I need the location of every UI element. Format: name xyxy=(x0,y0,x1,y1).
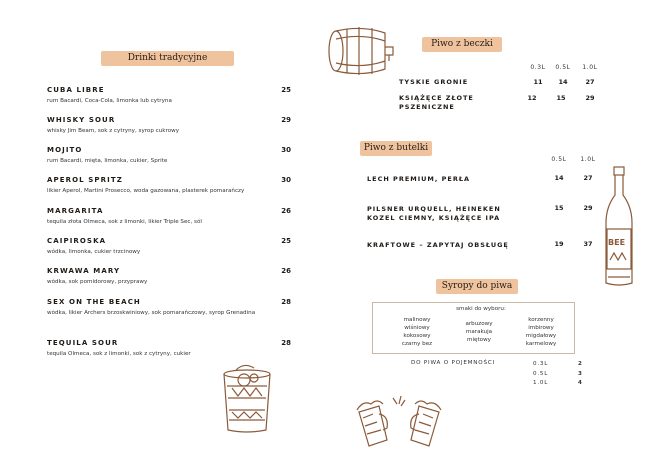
drink-item xyxy=(47,267,291,286)
drink-item xyxy=(47,207,291,226)
butelka-price: 37 xyxy=(583,240,593,248)
beer-mugs-icon xyxy=(353,392,445,448)
drink-price: 25 xyxy=(281,237,291,245)
butelka-item-name-line1: PILSNER URQUELL, HEINEKEN xyxy=(367,205,501,213)
heading-drinki: Drinki tradycyjne xyxy=(101,51,234,66)
syrup-flavour: czarny bez xyxy=(401,341,433,347)
syrup-size-label: DO PIWA O POJEMNOŚCI xyxy=(411,360,496,366)
drink-name: CUBA LIBRE xyxy=(47,86,105,94)
syrup-flavour: karmelowy xyxy=(525,341,557,347)
drink-item xyxy=(47,146,291,165)
drink-description: whisky Jim Beam, sok z cytryny, syrop cukrowy xyxy=(47,128,180,134)
drink-description: rum Bacardi, mięta, limonka, cukier, Sprite xyxy=(47,158,168,164)
beczka-size-0: 0.3L xyxy=(530,64,546,71)
beczka-item-name-line2: PSZENICZNE xyxy=(399,103,455,111)
drink-price: 28 xyxy=(281,298,291,306)
drink-price: 29 xyxy=(281,116,291,124)
heading-piwo-z-beczki: Piwo z beczki xyxy=(422,37,502,52)
whisky-glass-icon xyxy=(218,364,276,434)
beczka-item-name: TYSKIE GRONIE xyxy=(399,78,469,86)
drink-description: wódka, sok pomidorowy, przyprawy xyxy=(47,279,148,285)
drink-description: tequila złota Olmeca, sok z limonki, likier Triple Sec, sól xyxy=(47,219,202,225)
drink-description: likier Aperol, Martini Prosecco, woda gazowana, plasterek pomarańczy xyxy=(47,188,245,194)
beczka-price: 12 xyxy=(527,94,537,102)
syrup-flavour: migdałowy xyxy=(525,333,557,339)
drink-name: SEX ON THE BEACH xyxy=(47,298,141,306)
drink-item xyxy=(47,298,291,317)
syrup-flavour: wiśniowy xyxy=(404,325,430,331)
drink-price: 28 xyxy=(281,339,291,347)
syrup-column-1 xyxy=(387,316,447,348)
beczka-price: 14 xyxy=(558,78,568,86)
beczka-price: 11 xyxy=(533,78,543,86)
syrup-size: 0.3L xyxy=(533,361,549,367)
butelka-price: 29 xyxy=(583,204,593,212)
drink-item xyxy=(47,237,291,256)
butelka-item-name: KRAFTOWE – ZAPYTAJ OBSŁUGĘ xyxy=(367,241,509,249)
syrup-caption: smaki do wyboru: xyxy=(456,306,506,312)
drink-name: KRWAWA MARY xyxy=(47,267,121,275)
syrup-flavour: marakuja xyxy=(465,329,493,335)
beczka-price: 15 xyxy=(556,94,566,102)
beer-bottle-icon xyxy=(604,165,634,289)
beczka-item-name-line1: KSIĄŻĘCE ZŁOTE xyxy=(399,94,474,102)
drink-name: TEQUILA SOUR xyxy=(47,339,119,347)
heading-piwo-z-butelki: Piwo z butelki xyxy=(360,141,432,156)
syrup-price: 3 xyxy=(578,371,583,377)
butelka-price: 14 xyxy=(554,174,564,182)
syrup-price: 4 xyxy=(578,380,583,386)
beczka-price: 29 xyxy=(585,94,595,102)
drink-item xyxy=(47,86,291,105)
heading-syropy: Syropy do piwa xyxy=(436,279,518,294)
drink-name: APEROL SPRITZ xyxy=(47,176,123,184)
drink-name: MOJITO xyxy=(47,146,83,154)
butelka-item-name: LECH PREMIUM, PERŁA xyxy=(367,175,471,183)
syrup-flavour: miętowy xyxy=(467,337,491,343)
syrup-price: 2 xyxy=(578,361,583,367)
butelka-size-1: 1.0L xyxy=(580,156,596,163)
drink-description: wódka, likier Archers brzoskwiniowy, sok pomarańczowy, syrop Grenadina xyxy=(47,310,256,316)
drink-name: MARGARITA xyxy=(47,207,104,215)
drink-item xyxy=(47,176,291,195)
drink-name: WHISKY SOUR xyxy=(47,116,116,124)
drink-price: 26 xyxy=(281,267,291,275)
syrup-flavours-box xyxy=(372,302,575,354)
butelka-price: 15 xyxy=(554,204,564,212)
beczka-price: 27 xyxy=(585,78,595,86)
drink-description: rum Bacardi, Coca-Cola, limonka lub cytryna xyxy=(47,98,172,104)
bottle-label-text: BEE xyxy=(608,238,626,247)
syrup-size: 0.5L xyxy=(533,371,549,377)
syrup-size: 1.0L xyxy=(533,380,549,386)
syrup-flavour: malinowy xyxy=(403,317,431,323)
drink-name: CAIPIROSKA xyxy=(47,237,107,245)
syrup-column-3 xyxy=(511,316,571,348)
drink-item xyxy=(47,339,291,358)
beczka-size-2: 1.0L xyxy=(582,64,598,71)
syrup-flavour: korzenny xyxy=(528,317,554,323)
drink-price: 30 xyxy=(281,146,291,154)
drink-item xyxy=(47,116,291,135)
barrel-icon xyxy=(327,25,397,77)
butelka-price: 19 xyxy=(554,240,564,248)
drink-price: 26 xyxy=(281,207,291,215)
butelka-size-0: 0.5L xyxy=(551,156,567,163)
syrup-flavour: arbuzowy xyxy=(465,321,493,327)
butelka-price: 27 xyxy=(583,174,593,182)
syrup-column-2 xyxy=(449,320,509,344)
drink-description: wódka, limonka, cukier trzcinowy xyxy=(47,249,141,255)
drink-price: 25 xyxy=(281,86,291,94)
syrup-flavour: kokosowy xyxy=(403,333,431,339)
butelka-item-name-line2: KOZEL CIEMNY, KSIĄŻĘCE IPA xyxy=(367,214,501,222)
drink-description: tequila Olmeca, sok z limonki, sok z cytryny, cukier xyxy=(47,351,191,357)
drink-price: 30 xyxy=(281,176,291,184)
syrup-flavour: imbirowy xyxy=(528,325,554,331)
beczka-size-1: 0.5L xyxy=(555,64,571,71)
